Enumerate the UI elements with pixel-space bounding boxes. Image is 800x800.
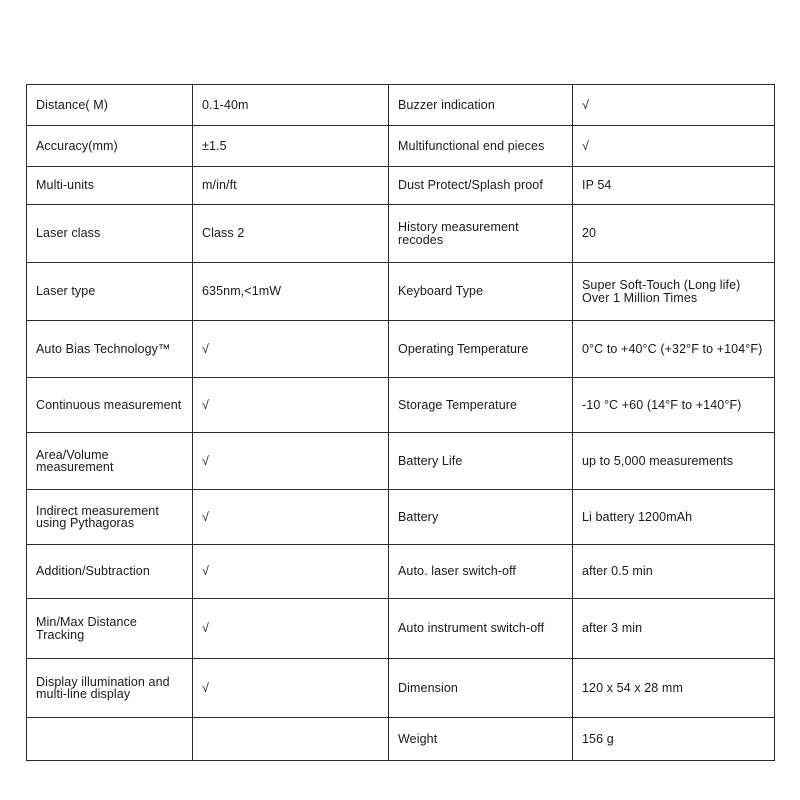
spec-value: √ (193, 659, 389, 718)
spec-value: Li battery 1200mAh (573, 490, 775, 545)
spec-value: up to 5,000 measurements (573, 433, 775, 490)
spec-label: Storage Temperature (389, 378, 573, 433)
spec-label: Area/Volume measurement (27, 433, 193, 490)
spec-label: Multi-units (27, 167, 193, 205)
spec-value: √ (573, 126, 775, 167)
table-row (27, 718, 775, 761)
spec-value: IP 54 (573, 167, 775, 205)
spec-value: √ (193, 433, 389, 490)
spec-value: 20 (573, 205, 775, 263)
spec-value: m/in/ft (193, 167, 389, 205)
spec-label: Multifunctional end pieces (389, 126, 573, 167)
spec-label: Dust Protect/Splash proof (389, 167, 573, 205)
spec-label: Operating Temperature (389, 321, 573, 378)
spec-value: 0.1-40m (193, 85, 389, 126)
spec-value: √ (193, 545, 389, 599)
spec-value: after 0.5 min (573, 545, 775, 599)
spec-value: √ (193, 490, 389, 545)
table-row (27, 433, 775, 490)
spec-value: 156 g (573, 718, 775, 761)
spec-value: Class 2 (193, 205, 389, 263)
spec-label: Keyboard Type (389, 263, 573, 321)
spec-table (26, 84, 775, 761)
spec-value: 120 x 54 x 28 mm (573, 659, 775, 718)
spec-label: Laser type (27, 263, 193, 321)
spec-label: Addition/Subtraction (27, 545, 193, 599)
spec-value: √ (193, 378, 389, 433)
table-row (27, 490, 775, 545)
spec-label: Display illumination and multi-line display (27, 659, 193, 718)
spec-label: History measurement recodes (389, 205, 573, 263)
table-row (27, 205, 775, 263)
table-row (27, 263, 775, 321)
table-row (27, 659, 775, 718)
spec-label: Accuracy(mm) (27, 126, 193, 167)
spec-value (193, 718, 389, 761)
spec-value: √ (573, 85, 775, 126)
spec-value: after 3 min (573, 599, 775, 659)
spec-label: Distance( M) (27, 85, 193, 126)
spec-label: Auto instrument switch-off (389, 599, 573, 659)
spec-value: 0°C to +40°C (+32°F to +104°F) (573, 321, 775, 378)
spec-label: Laser class (27, 205, 193, 263)
spec-label: Min/Max Distance Tracking (27, 599, 193, 659)
table-row (27, 321, 775, 378)
table-row (27, 167, 775, 205)
spec-value: √ (193, 321, 389, 378)
spec-label: Continuous measurement (27, 378, 193, 433)
spec-label: Auto. laser switch-off (389, 545, 573, 599)
spec-value: Super Soft-Touch (Long life) Over 1 Million Times (573, 263, 775, 321)
spec-value: 635nm,<1mW (193, 263, 389, 321)
spec-value: -10 °C +60 (14°F to +140°F) (573, 378, 775, 433)
spec-label: Battery Life (389, 433, 573, 490)
table-row (27, 545, 775, 599)
table-row (27, 378, 775, 433)
spec-label: Indirect measurement using Pythagoras (27, 490, 193, 545)
spec-label: Battery (389, 490, 573, 545)
spec-label: Auto Bias Technology™ (27, 321, 193, 378)
spec-label: Dimension (389, 659, 573, 718)
spec-label: Weight (389, 718, 573, 761)
table-row (27, 85, 775, 126)
table-row (27, 126, 775, 167)
spec-label (27, 718, 193, 761)
spec-label: Buzzer indication (389, 85, 573, 126)
table-row (27, 599, 775, 659)
spec-value: ±1.5 (193, 126, 389, 167)
spec-value: √ (193, 599, 389, 659)
